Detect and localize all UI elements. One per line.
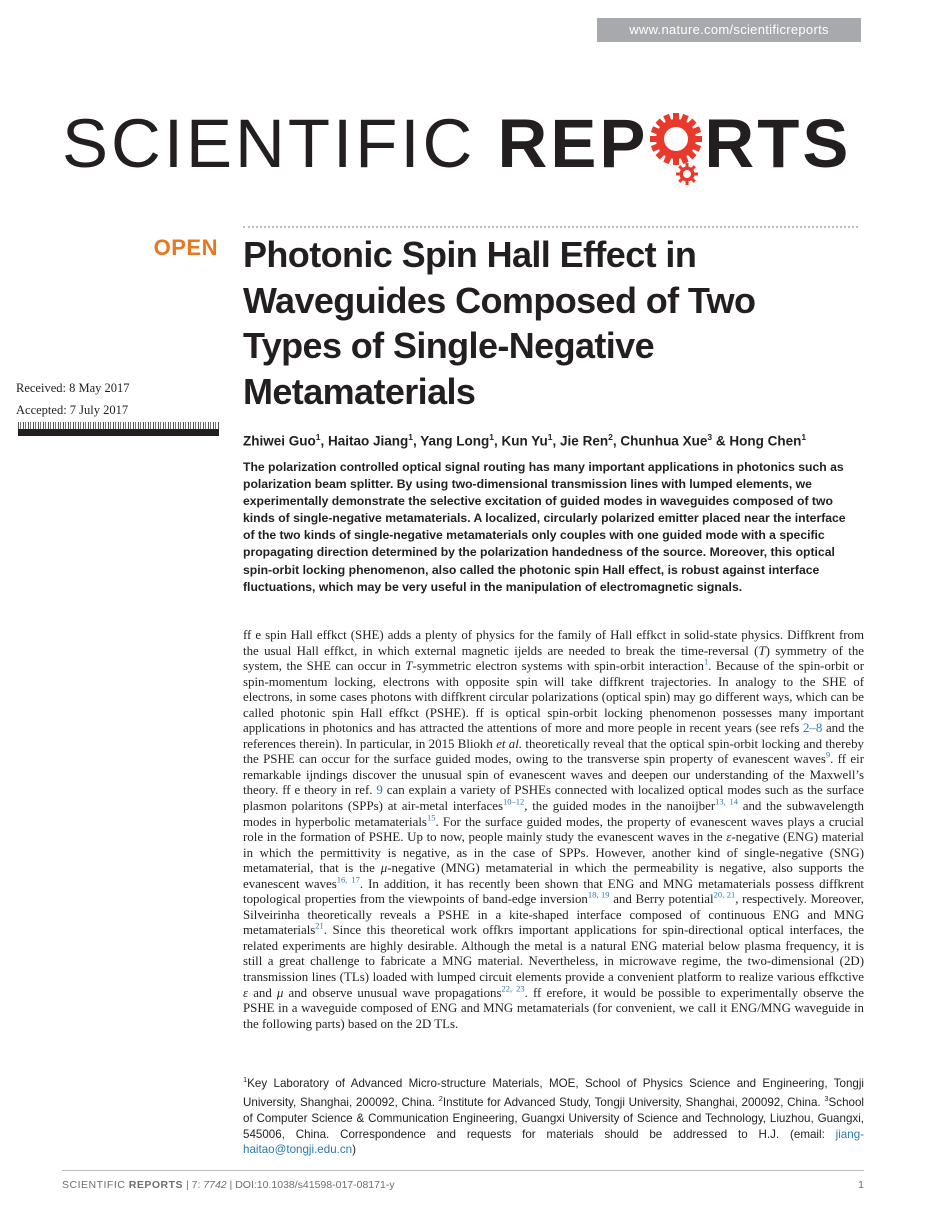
ref-link[interactable]: 18, 19 — [587, 890, 610, 900]
footer-doi: DOI:10.1038/s41598-017-08171-y — [235, 1179, 395, 1191]
masthead-scientific: SCIENTIFIC — [62, 105, 498, 182]
body-paragraph: ff e spin Hall effkct (SHE) adds a plenty of physics for the family of Hall effkct in solid-state physics. Diffkrent from the usual Hall effkct, in which external magnetic ijelds are needed to break the time-reversal (T) symmetry of the system, the SHE can occur in T-symmetric electron systems with spin-orbit interaction$^1$. Because of the spin-orbit or spin-momentum locking, electrons with opposite spin will take diffkrent trajectories. In analogy to the SHE of electrons, in some cases photons with diffkrent circular polarizations (optical spin) may go different ways, which can be called photonic spin Hall effkct (PSHE). ff is optical spin-orbit locking phenomenon possesses many important applications in photonics and has attracted the attentions of more and more people in recent years (see refs 2–8 and the references therein). In particular, in 2015 Bliokh et al. theoretically reveal that the optical spin-orbit locking and thereby the PSHE can occur for the surface guided modes, owing to the transverse spin property of evanescent waves$^9$. ff eir remarkable ijndings discover the unusual spin of evanescent waves and deepen our understanding of the Maxwell’s theory. ff e theory in ref. 9 can explain a variety of PSHEs connected with localized optical modes such as the surface plasmon polaritons (SPPs) at air-metal interfaces$^{10-12}$, the guided modes in the nanoijber$^{13, 14}$ and the subwavelength modes in hyperbolic metamaterials$^{15}$. For the surface guided modes, the property of evanescent waves plays a crucial role in the formation of PSHE. Up to now, people mainly study the evanescent waves in the ε-negative (ENG) material in which the permittivity is negative, as in the case of SPPs. However, another kind of single-negative (SNG) metamaterial, that is the μ-negative (MNG) metamaterial in which the permeability is negative, also supports the evanescent waves$^{16, 17}$. In addition, it has recently been shown that ENG and MNG metamaterials possess diffkrent topological properties from the viewpoints of band-edge inversion$^{18, 19}$ and Berry potential$^{20, 21}$, respectively. Moreover, Silveirinha theoretically reveals a PSHE in a kite-shaped interface composed of continuous ENG and MNG metamaterials$^{21}$. Since this theoretical work offkrs important applications for spin-directional optical interfaces, the related experiments are highly desirable. Although the metal is a natural ENG material below plasma frequency, it is still a great challenge to fabricate a MNG material. Nevertheless, in microwave regime, the two-dimensional (2D) transmission lines (TLs) loaded with lumped circuit elements provide a convenient platform to realize various effkctive ε and μ and observe unusual wave propagations$^{22, 23}$. ff erefore, it would be possible to experimentally observe the PSHE in a waveguide composed of ENG and MNG metamaterials (for convenient, we call it ENG/MNG waveguide in the following parts) based on the 2D TLs. — [243, 628, 865, 1031]
page-footer: SCIENTIFIC REPORTS | 7: 7742 | DOI:10.1038/s41598-017-08171-y 1 — [62, 1179, 864, 1191]
ref-link[interactable]: 1 — [703, 656, 709, 667]
correspondence-email-link[interactable]: jiang-haitao@tongji.edu.cn — [243, 1127, 864, 1157]
journal-url-link[interactable]: www.nature.com/scientificreports — [629, 22, 829, 37]
ref-link[interactable]: 15 — [426, 812, 436, 823]
ref-link[interactable]: 21 — [315, 921, 324, 932]
author-name: Jie Ren — [560, 433, 609, 449]
author-name: Kun Yu — [501, 433, 548, 449]
footer-divider — [62, 1170, 864, 1171]
accepted-date: Accepted: 7 July 2017 — [16, 403, 129, 417]
author-affiliation-mark: 1 — [801, 432, 807, 442]
masthead-rts: RTS — [704, 105, 852, 182]
footer-article-number: 7742 — [203, 1179, 227, 1191]
ref-link[interactable]: 13, 14 — [715, 796, 738, 807]
ref-link[interactable]: 2–8 — [802, 721, 823, 736]
author-name: Zhiwei Guo — [243, 433, 316, 449]
open-access-badge: OPEN — [153, 235, 218, 260]
affiliations: $^1$Key Laboratory of Advanced Micro-structure Materials, MOE, School of Physics Science and Engineering, Tongji University, Shanghai, 200092, China. $^2$Institute for Advanced Study, Tongji University, Shanghai, 200092, China. $^3$School of Computer Science & Communication Engineering, Guangxi University of Science and Technology, Liuzhou, Guangxi, 545006, China. Correspondence and requests for materials should be addressed to H.J. (email: jiang-haitao@tongji.edu.cn) — [243, 1075, 864, 1157]
ref-link[interactable]: 10–12 — [502, 796, 525, 807]
author-name: Haitao Jiang — [328, 433, 409, 449]
author-affiliation-mark: 1 — [489, 432, 495, 442]
author-affiliation-mark: 2 — [608, 432, 613, 442]
ref-link[interactable]: 9 — [825, 750, 831, 761]
ref-link[interactable]: 20, 21 — [713, 890, 736, 900]
page-number: 1 — [858, 1179, 864, 1191]
gear-logo-icon — [648, 111, 704, 171]
abstract: The polarization controlled optical signal routing has many important applications in photonics such as polarization beam splitter. By using two-dimensional transmission lines with lumped elements, we experimentally demonstrate the selective excitation of guided modes in waveguides composed of two kinds of single-negative metamaterials. A localized, circularly polarized emitter placed near the interface of the two kinds of single-negative metamaterials only couples with one guided mode with a specific propagating direction determined by the polarization handedness of the source. Moreover, this optical spin-orbit locking phenomenon, also called the photonic spin Hall effect, is robust against interface fluctuations, which may be very useful in the manipulation of electromagnetic signals. — [243, 460, 846, 594]
author-affiliation-mark: 3 — [707, 432, 713, 442]
ref-link[interactable]: 22, 23 — [501, 983, 525, 994]
journal-url-bar — [597, 18, 861, 42]
sidebar-rule — [18, 429, 219, 436]
author-affiliation-mark: 1 — [408, 432, 414, 442]
ref-link[interactable]: 16, 17 — [336, 874, 360, 885]
author-name: Hong Chen — [729, 433, 802, 449]
ref-link[interactable]: 9 — [376, 783, 383, 798]
article-title: Photonic Spin Hall Effect in Waveguides Composed of Two Types of Single-Negative Metamaterials — [243, 234, 756, 412]
masthead-rep: REP — [497, 105, 649, 182]
received-date: Received: 8 May 2017 — [16, 381, 130, 395]
author-list: Zhiwei Guo$^1$, Haitao Jiang$^1$, Yang Long$^1$, Kun Yu$^1$, Jie Ren$^2$, Chunhua Xue$^3$ & Hong Chen$^1$ — [243, 432, 807, 449]
author-name: Chunhua Xue — [620, 433, 708, 449]
author-affiliation-mark: 1 — [547, 432, 553, 442]
footer-journal: SCIENTIFIC REPORTS — [62, 1179, 184, 1191]
journal-masthead — [62, 104, 862, 184]
author-affiliation-mark: 1 — [315, 432, 321, 442]
article-history — [16, 377, 220, 421]
header-divider — [243, 226, 858, 228]
author-name: Yang Long — [420, 433, 490, 449]
footer-volume: 7 — [191, 1179, 198, 1191]
